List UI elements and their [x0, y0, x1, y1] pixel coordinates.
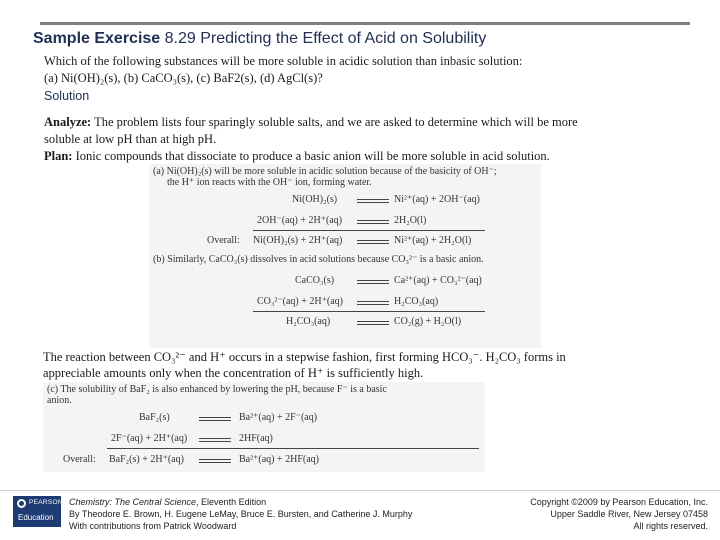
- fig1-a-intro-2: the H⁺ ion reacts with the OH⁻ ion, forming water.: [167, 177, 372, 188]
- reaction-text-line-1: The reaction between CO₃²⁻ and H⁺ occurs in a stepwise fashion, first forming HCO₃⁻. H₂CO₃ forms in: [43, 350, 566, 364]
- fig1-eq2-left: 2OH⁻(aq) + 2H⁺(aq): [257, 215, 343, 226]
- fig1-eq2-right: 2H₂O(l): [394, 215, 427, 226]
- sum-rule: [107, 448, 479, 449]
- question-line-2: (a) Ni(OH)₂(s), (b) CaCO₃(s), (c) BaF2(s), (d) AgCl(s)?: [44, 71, 323, 85]
- solution-figure-c: [43, 382, 485, 472]
- plan-line: [44, 148, 550, 165]
- fig2-eq1-left: BaF₂(s): [139, 412, 170, 423]
- equilibrium-arrow-icon: [199, 437, 231, 443]
- equilibrium-arrow-icon: [199, 458, 231, 464]
- analyze-label: Analyze:: [44, 115, 92, 129]
- pearson-logo: [13, 496, 61, 527]
- fig1-eq5-right: H₂CO₃(aq): [394, 296, 439, 307]
- equilibrium-arrow-icon: [357, 300, 389, 306]
- equilibrium-arrow-icon: [357, 279, 389, 285]
- fig1-eq3-label: Overall:: [207, 235, 240, 246]
- footer-rule: [0, 490, 720, 491]
- fig2-c-intro-1: (c) The solubility of BaF₂ is also enhanced by lowering the pH, because F⁻ is a basic: [47, 384, 387, 395]
- plan-text: Ionic compounds that dissociate to produce a basic anion will be more soluble in acid solution.: [72, 149, 550, 163]
- analyze-line-2: soluble at low pH than at high pH.: [44, 132, 217, 146]
- sum-rule: [253, 311, 485, 312]
- fig2-eq2-right: 2HF(aq): [239, 433, 273, 444]
- reaction-text-line-2: appreciable amounts only when the concentration of H⁺ is sufficiently high.: [43, 366, 424, 380]
- page-title: [33, 30, 486, 48]
- analyze-text: The problem lists four sparingly soluble salts, and we are asked to determine which will be more: [91, 115, 578, 129]
- fig1-eq4-right: Ca²⁺(aq) + CO₃²⁻(aq): [394, 275, 482, 286]
- solution-figure-a-b: [149, 164, 541, 348]
- fig2-eq3-label: Overall:: [63, 454, 96, 465]
- logo-top-text: PEARSON: [29, 499, 63, 506]
- logo-bottom-text: Education: [18, 513, 54, 522]
- footer-book-info: [69, 496, 412, 532]
- fig1-eq6-right: CO₂(g) + H₂O(l): [394, 316, 462, 327]
- footer-authors: By Theodore E. Brown, H. Eugene LeMay, Bruce E. Bursten, and Catherine J. Murphy: [69, 509, 413, 519]
- footer-copyright: [530, 496, 708, 532]
- solution-heading: Solution: [44, 89, 90, 103]
- fig2-eq3-right: Ba²⁺(aq) + 2HF(aq): [239, 454, 320, 465]
- fig1-eq4-left: CaCO₃(s): [295, 275, 335, 286]
- equilibrium-arrow-icon: [199, 416, 231, 422]
- equilibrium-arrow-icon: [357, 198, 389, 204]
- fig2-eq2-left: 2F⁻(aq) + 2H⁺(aq): [111, 433, 188, 444]
- fig1-eq6-left: H₂CO₃(aq): [286, 316, 331, 327]
- fig1-eq1-right: Ni²⁺(aq) + 2OH⁻(aq): [394, 194, 480, 205]
- top-rule: [40, 22, 690, 25]
- fig1-eq5-left: CO₃²⁻(aq) + 2H⁺(aq): [257, 296, 343, 307]
- fig1-a-intro-1: (a) Ni(OH)₂(s) will be more soluble in acidic solution because of the basicity of OH⁻;: [153, 166, 497, 177]
- fig1-eq3-left: Ni(OH)₂(s) + 2H⁺(aq): [253, 235, 343, 246]
- sum-rule: [253, 230, 485, 231]
- fig2-eq1-right: Ba²⁺(aq) + 2F⁻(aq): [239, 412, 318, 423]
- fig1-eq3-right: Ni²⁺(aq) + 2H₂O(l): [394, 235, 472, 246]
- footer-book-line: [69, 496, 412, 508]
- footer-rights: All rights reserved.: [633, 521, 708, 531]
- footer-book-edition: , Eleventh Edition: [196, 497, 267, 507]
- equilibrium-arrow-icon: [357, 239, 389, 245]
- title-exercise-label: Sample Exercise: [33, 30, 161, 47]
- analyze-line-1: [44, 114, 578, 131]
- fig2-eq3-left: BaF₂(s) + 2H⁺(aq): [109, 454, 184, 465]
- footer-contributions: With contributions from Patrick Woodward: [69, 521, 237, 531]
- question-line-1: Which of the following substances will be more soluble in acidic solution than inbasic solution:: [44, 54, 523, 68]
- footer-address: Upper Saddle River, New Jersey 07458: [550, 509, 708, 519]
- equilibrium-arrow-icon: [357, 320, 389, 326]
- fig1-eq1-left: Ni(OH)₂(s): [292, 194, 338, 205]
- pearson-circle-icon: [17, 499, 26, 508]
- plan-label: Plan:: [44, 149, 73, 163]
- fig2-c-intro-2: anion.: [47, 395, 72, 406]
- footer-copyright-line: Copyright ©2009 by Pearson Education, Inc.: [530, 497, 708, 507]
- fig1-b-intro: (b) Similarly, CaCO₃(s) dissolves in acid solutions because CO₃²⁻ is a basic anion.: [153, 254, 484, 265]
- footer-book-title: Chemistry: The Central Science: [69, 497, 197, 507]
- equilibrium-arrow-icon: [357, 219, 389, 225]
- title-text: 8.29 Predicting the Effect of Acid on Solubility: [160, 30, 487, 47]
